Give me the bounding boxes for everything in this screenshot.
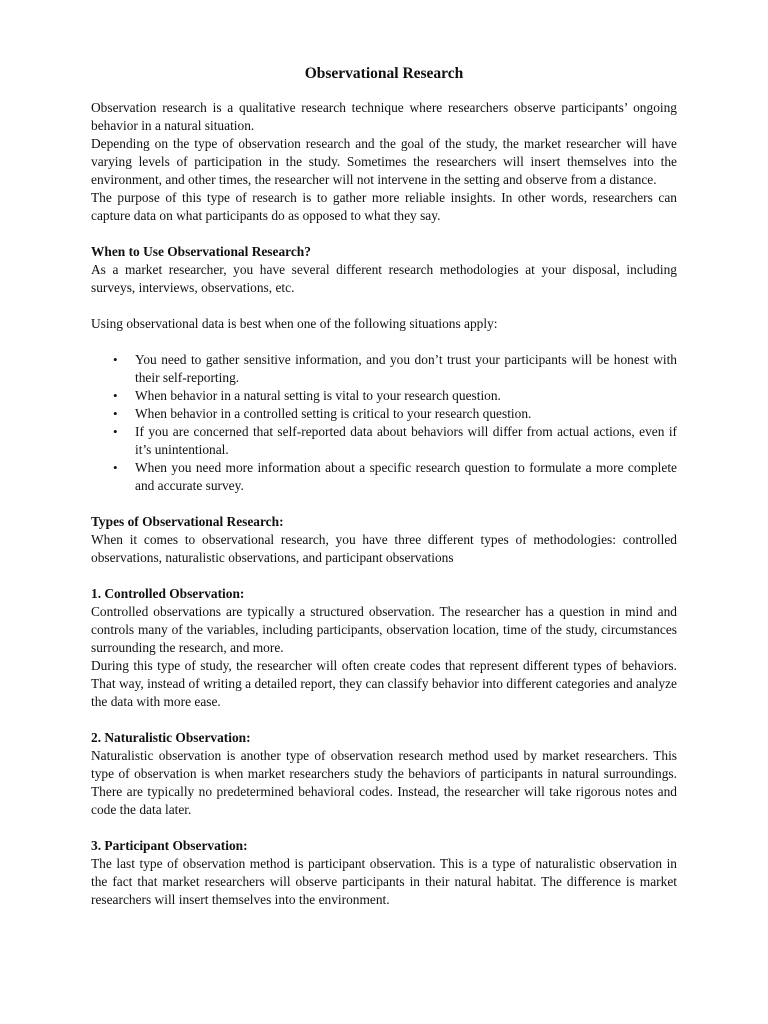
intro-paragraph-2: Depending on the type of observation research and the goal of the study, the market researcher will have varying levels of participation in the study. Sometimes the researchers will insert themselves into the environment, and other times, the researcher will not intervene in the setting and observe from a distance. (91, 136, 677, 187)
controlled-paragraph-2: During this type of study, the researcher will often create codes that represent different types of behaviors. That way, instead of writing a detailed report, they can classify behavior into different categories and analyze the data with more ease. (91, 658, 677, 709)
situations-list (91, 351, 677, 495)
list-item: • When you need more information about a specific research question to formulate a more complete and accurate survey. (113, 460, 677, 493)
list-item: • When behavior in a controlled setting is critical to your research question. (113, 406, 532, 421)
when-paragraph-1: As a market researcher, you have several different research methodologies at your disposal, including surveys, interviews, observations, etc. (91, 262, 677, 295)
participant-paragraph: The last type of observation method is participant observation. This is a type of naturalistic observation in the fact that market researchers will observe participants in their natural habitat. The difference is market researchers will insert themselves into the environment. (91, 856, 677, 907)
controlled-heading: 1. Controlled Observation: (91, 586, 245, 601)
bullet-icon: • (113, 460, 118, 475)
bullet-icon: • (113, 406, 118, 421)
bullet-icon: • (113, 352, 118, 367)
intro-paragraph-1: Observation research is a qualitative research technique where researchers observe participants’ ongoing behavior in a natural situation. (91, 100, 677, 133)
controlled-paragraph-1: Controlled observations are typically a structured observation. The researcher has a question in mind and controls many of the variables, including participants, observation location, time of the study, circumstances surrounding the research, and more. (91, 604, 677, 655)
participant-heading: 3. Participant Observation: (91, 838, 248, 853)
types-paragraph: When it comes to observational research, you have three different types of methodologies: controlled observations, naturalistic observations, and participant observations (91, 532, 677, 565)
page-title: Observational Research (304, 65, 464, 82)
bullet-icon: • (113, 388, 118, 403)
list-item: • If you are concerned that self-reported data about behaviors will differ from actual actions, even if it’s unintentional. (113, 424, 677, 457)
list-item: • When behavior in a natural setting is vital to your research question. (113, 388, 501, 403)
when-paragraph-2: Using observational data is best when one of the following situations apply: (91, 316, 498, 331)
naturalistic-heading: 2. Naturalistic Observation: (91, 730, 251, 745)
blank-line (91, 297, 677, 315)
naturalistic-paragraph: Naturalistic observation is another type of observation research method used by market researchers. This type of observation is when market researchers study the behaviors of participants in natural surroundings. There are typically no predetermined behavioral codes. Instead, the researcher will take rigorous notes and code the data later. (91, 748, 677, 817)
intro-paragraph-3: The purpose of this type of research is to gather more reliable insights. In other words, researchers can capture data on what participants do as opposed to what they say. (91, 190, 677, 223)
types-heading: Types of Observational Research: (91, 514, 284, 529)
list-item: • You need to gather sensitive information, and you don’t trust your participants will be honest with their self-reporting. (113, 352, 677, 385)
bullet-icon: • (113, 424, 118, 439)
when-heading: When to Use Observational Research? (91, 244, 311, 259)
